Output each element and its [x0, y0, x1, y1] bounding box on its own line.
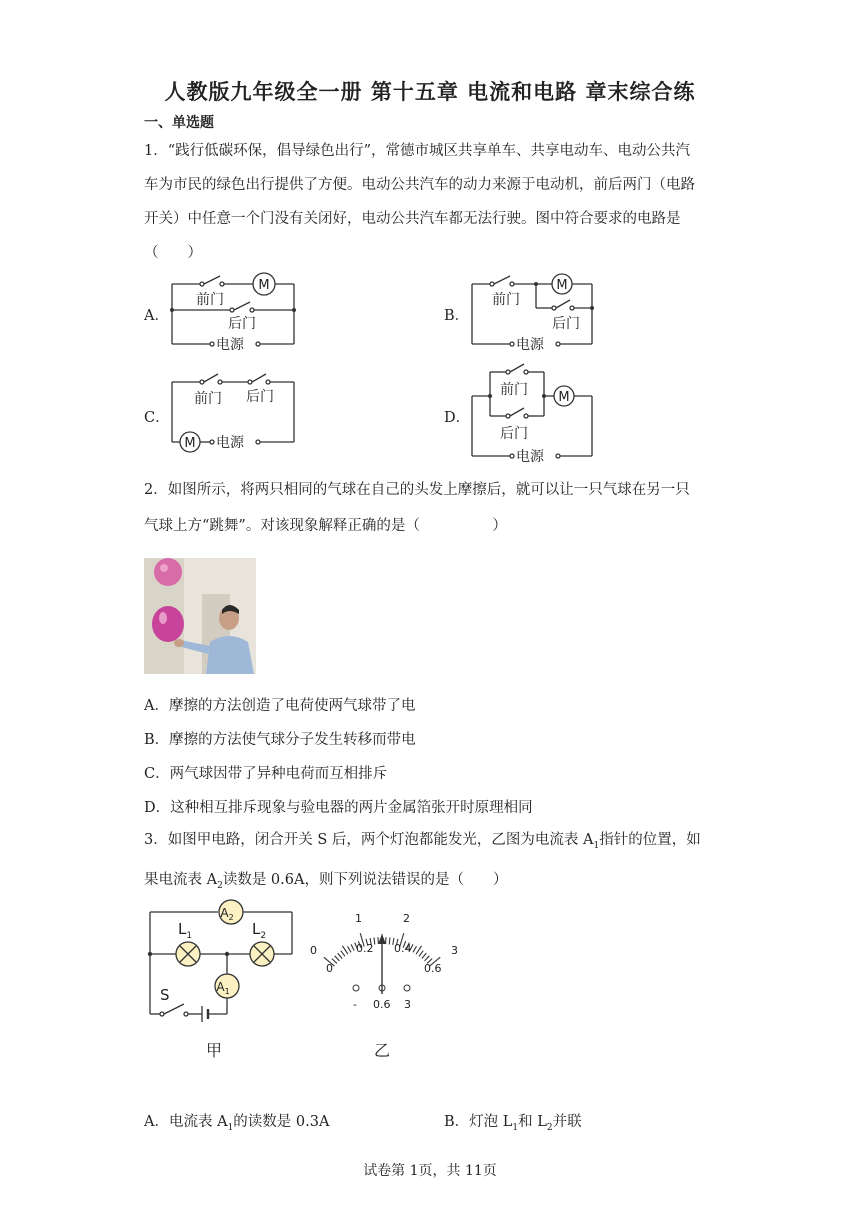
scale-bottom-0-4: 0.4: [394, 942, 412, 955]
q3-line-1: [144, 823, 718, 863]
scale-bottom-0-6: 0.6: [424, 962, 442, 975]
q3-option-b: [444, 1110, 582, 1133]
power-label: 电源: [516, 449, 544, 465]
dial-tick: [341, 951, 345, 957]
dial-tick: [342, 946, 347, 954]
dial-tick: [419, 951, 423, 957]
q3-line-1-subscript: 1: [593, 840, 600, 851]
q3-line-2-part-b: 读数是 0.6A，则下列说法错误的是（ ）: [222, 871, 508, 888]
q3-option-b-subscript-1: 1: [512, 1122, 519, 1133]
power-label: 电源: [216, 435, 244, 451]
circuit-diagram-a: [166, 268, 300, 352]
q1-option-c-label: C．: [144, 410, 170, 426]
motor-icon: M: [558, 390, 570, 405]
motor-icon: M: [184, 436, 196, 451]
q3-option-a-part-b: 的读数是 0.3A: [233, 1114, 330, 1130]
q3-option-b-part-b: 并联: [552, 1114, 582, 1130]
balloon-photo: [144, 558, 256, 674]
q2-option-c: C．两气球因带了异种电荷而互相排斥: [144, 766, 388, 782]
scale-top-2: 2: [403, 912, 410, 925]
terminal-3: 3: [404, 998, 411, 1011]
terminal-0-6: 0.6: [373, 998, 391, 1011]
ammeter-a1-icon: $A_1$: [216, 980, 230, 996]
scale-bottom-0: 0: [326, 962, 333, 975]
q3-option-b-subscript-2: 2: [546, 1122, 553, 1133]
question-1-text: [144, 134, 718, 270]
circuit-diagram-b: [466, 268, 600, 358]
question-3-text: [144, 823, 718, 903]
q2-line-1: 2．如图所示，将两只相同的气球在自己的头发上摩擦后，就可以让一只气球在另一只: [144, 482, 690, 498]
q2-option-a: A．摩擦的方法创造了电荷使两气球带了电: [144, 698, 416, 714]
q3-option-b-part-a: B．灯泡 L: [444, 1114, 513, 1130]
switch-s-label: S: [160, 986, 170, 1004]
page-title: 人教版九年级全一册 第十五章 电流和电路 章末综合练: [164, 80, 696, 104]
q3-option-a: [144, 1110, 329, 1133]
figure-jia-label: 甲: [206, 1041, 223, 1060]
front-door-label: 前门: [196, 292, 224, 308]
q3-option-a-subscript: 1: [227, 1122, 234, 1133]
ammeter-dial-yi: [300, 906, 470, 1058]
circuit-diagram-d: [466, 362, 600, 466]
circuit-diagram-jia: [140, 894, 300, 1064]
terminal-negative: -: [353, 998, 357, 1011]
q1-line-2: 车为市民的绿色出行提供了方便。电动公共汽车的动力来源于电动机，前后两门（电路: [144, 177, 695, 193]
front-door-label: 前门: [500, 382, 528, 398]
page-footer: 试卷第 1页，共 11页: [363, 1163, 497, 1179]
lamp-l2-label: $L_2$: [252, 920, 267, 941]
q1-line-4: （ ）: [144, 245, 202, 261]
circuit-diagram-c: [166, 370, 300, 454]
dial-tick: [422, 953, 426, 958]
dial-tick: [338, 953, 342, 958]
back-door-label: 后门: [228, 316, 256, 332]
q1-option-a-label: A．: [144, 308, 169, 324]
motor-icon: M: [556, 278, 568, 293]
dial-tick: [374, 937, 375, 944]
back-door-label: 后门: [246, 389, 274, 405]
lamp-l1-label: $L_1$: [178, 920, 193, 941]
scale-top-3: 3: [451, 944, 458, 957]
motor-icon: M: [258, 278, 270, 293]
q3-option-b-part-mid: 和 L: [518, 1114, 547, 1130]
q2-line-2: 气球上方“跳舞”。对该现象解释正确的是（ ）: [144, 518, 507, 534]
q3-line-2-part-a: 果电流表 A: [144, 871, 218, 888]
front-door-label: 前门: [492, 292, 520, 308]
q3-line-1-part-b: 指针的位置，如: [599, 832, 701, 848]
scale-top-1: 1: [355, 912, 362, 925]
dial-tick: [389, 937, 390, 944]
scale-bottom-0-2: 0.2: [356, 942, 374, 955]
scale-top-0: 0: [310, 944, 317, 957]
question-2-text: [144, 472, 718, 544]
dial-tick: [425, 956, 430, 961]
q1-option-d-label: D．: [444, 410, 471, 426]
dial-tick: [335, 956, 340, 961]
q2-option-d: D．这种相互排斥现象与验电器的两片金属箔张开时原理相同: [144, 800, 533, 816]
q3-line-2-subscript: 2: [217, 880, 223, 891]
dial-tick: [416, 946, 421, 954]
q1-line-3: 开关）中任意一个门没有关闭好，电动公共汽车都无法行驶。图中符合要求的电路是: [144, 211, 681, 227]
dial-tick: [348, 946, 352, 952]
back-door-label: 后门: [552, 316, 580, 332]
dial-tick: [351, 944, 354, 950]
back-door-label: 后门: [500, 426, 528, 442]
q1-line-1: 1．“践行低碳环保，倡导绿色出行”，常德市城区共享单车、共享电动车、电动公共汽: [144, 143, 691, 159]
power-label: 电源: [516, 337, 544, 353]
q3-option-a-part-a: A．电流表 A: [144, 1114, 228, 1130]
q3-line-1-part-a: 3．如图甲电路，闭合开关 S 后，两个灯泡都能发光，乙图为电流表 A: [144, 832, 594, 848]
front-door-label: 前门: [194, 391, 222, 407]
figure-yi-label: 乙: [374, 1041, 391, 1058]
dial-tick: [413, 946, 417, 952]
balloon-photo-illustration: [144, 558, 256, 674]
section-heading: 一、单选题: [144, 115, 214, 131]
ammeter-a2-icon: $A_2$: [220, 906, 234, 922]
power-label: 电源: [216, 337, 244, 352]
q2-option-b: B．摩擦的方法使气球分子发生转移而带电: [144, 732, 416, 748]
q1-option-b-label: B．: [444, 308, 470, 324]
